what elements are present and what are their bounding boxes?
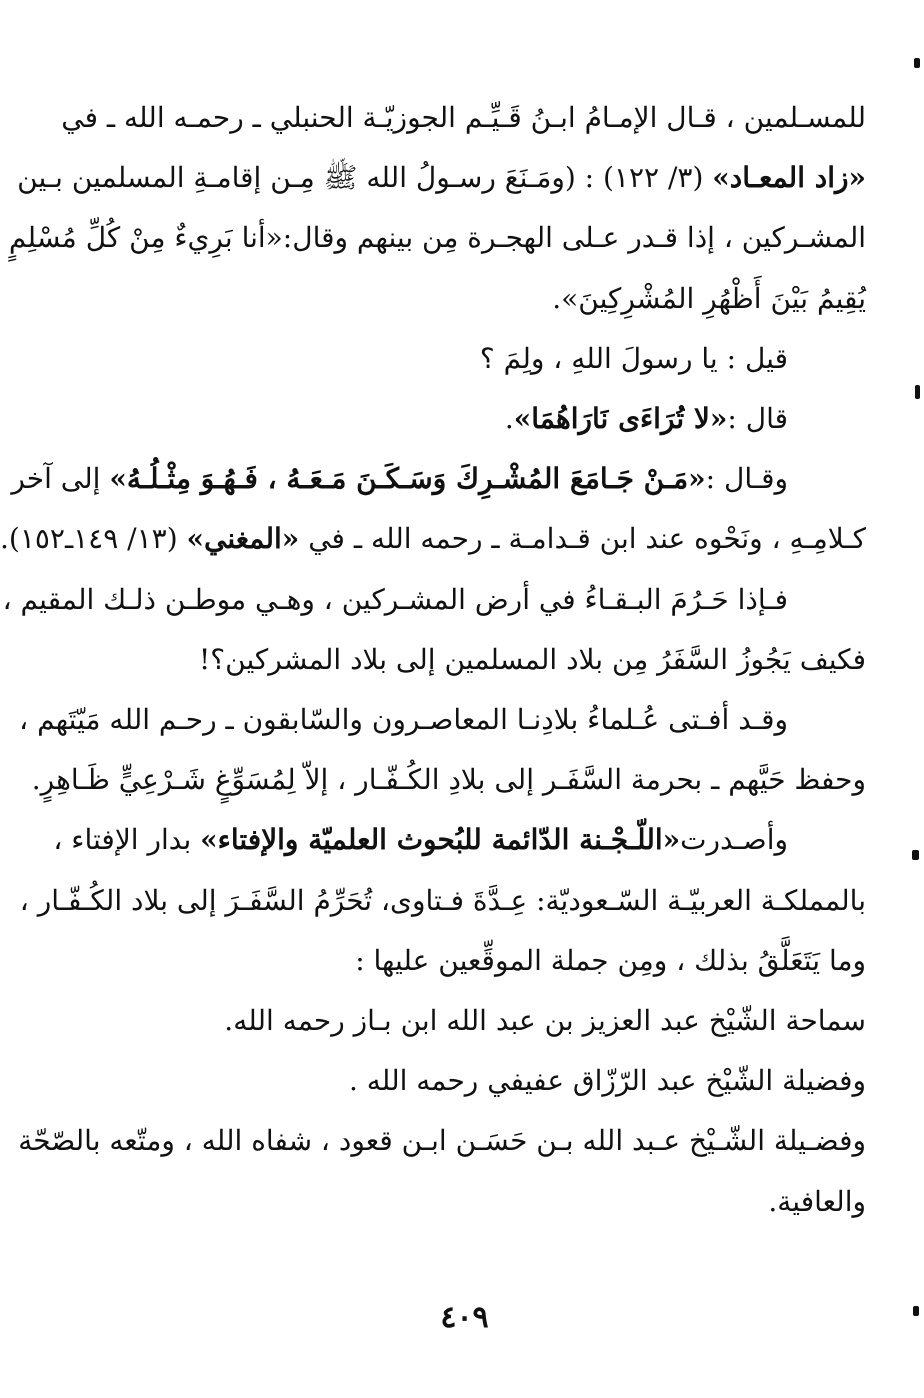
text-line: يُقِيمُ بَيْنَ أَظْهُرِ المُشْرِكِينَ».: [552, 281, 866, 315]
page-number: ٤٠٩: [440, 1300, 489, 1335]
plain-text: وقـال :: [705, 462, 788, 496]
text-line: فـإذا حَـرُمَ البـقـاءُ في أرض المشـركين ، وهـي موطـن ذلـك المقيم ،: [2, 582, 788, 616]
scan-edge-mark: [913, 1306, 919, 1316]
text-line: قيل : يا رسولَ اللهِ ، ولِمَ ؟: [479, 341, 788, 375]
text-line: [11, 462, 866, 525]
quoted-text: «لا تُرَاءَى نَارَاهُمَا»: [513, 402, 728, 435]
text-line: فكيف يَجُوزُ السَّفَرُ مِن بلاد المسلمين إلى بلاد المشركين؟!: [199, 642, 866, 676]
quoted-text: «زاد المعـاد»: [712, 161, 866, 195]
plain-text: (١٣/ ١٤٩ـ١٥٢).: [0, 522, 187, 556]
quoted-text: «مَـنْ جَـامَعَ المُشْـرِكَ وَسَـكَـنَ مَـعَـهُ ، فَـهُـوَ مِثْـلُـهُ»: [109, 462, 706, 496]
plain-text: بدار الإفتاء ،: [53, 823, 201, 857]
text-line: سماحة الشّيْخ عبد العزيز بن عبد الله ابن بـاز رحمه الله.: [224, 1004, 866, 1037]
text-line: والعافية.: [768, 1184, 866, 1218]
text-line: [67, 402, 866, 465]
quoted-text: «المغني»: [186, 522, 300, 556]
quoted-text: «اللّـجْـنة الدّائمة للبُحوث العلميّة والإفتاء»: [200, 823, 681, 857]
text-line: وفضـيلة الشّـيْخ عـبد الله بـن حَسَـن ابـن قعود ، شفاه الله ، ومتّعه بالصّحّة: [18, 1124, 866, 1158]
text-line: [0, 522, 866, 585]
scan-edge-mark: [914, 58, 920, 68]
scan-edge-mark: [912, 850, 919, 860]
plain-text: المشـركين ، إذا قـدر عـلى الهجـرة مِن بينهم وقال:«أنا بَرِيءٌ مِنْ كُلِّ مُسْلِمٍ: [8, 221, 866, 255]
text-line: للمسـلمين ، قـال الإمـامُ ابـنُ قَـيِّـم الجوزيّـة الحنبلي ـ رحمـه الله ـ في: [61, 101, 866, 134]
text-line: وحفظ حَيَّهم ـ بحرمة السَّفَـر إلى بلادِ الكُـفّـار ، إلاّ لِمُسَوِّغٍ شَـرْعِيٍّ ظَـاهِرٍ.: [31, 763, 866, 797]
text-line: [53, 823, 866, 886]
text-line: وفضيلة الشّيْخ عبد الرّزّاق عفيفي رحمه الله .: [348, 1064, 866, 1098]
plain-text: (٣/ ١٢٢) : (ومَـنَعَ رسـولُ الله ﷺ مِـن إقامـةِ المسلمين بـين: [17, 161, 713, 195]
text-line: بالمملكـة العربيّـة السّـعوديّة: عِـدَّةَ فـتاوى، تُحَرِّمُ السَّفَـرَ إلى بلاد الكُـفّـار ،: [19, 883, 866, 917]
plain-text: .: [504, 402, 514, 435]
plain-text: إلى آخر: [11, 462, 110, 496]
plain-text: وأصـدرت: [680, 823, 788, 857]
text-line: [8, 221, 866, 284]
text-line: وقـد أفـتى عُـلماءُ بلادِنـا المعاصـرون والسّابقون ـ رحـم الله مَيّتَهم ،: [19, 703, 788, 736]
scan-edge-mark: [915, 385, 920, 399]
text-line: وما يَتَعَلَّقُ بذلك ، ومِن جملة الموقِّعين عليها :: [355, 943, 866, 977]
plain-text: قال :: [727, 402, 788, 435]
plain-text: كـلامِـهِ ، ونَحْوه عند ابن قـدامـة ـ رحمه الله ـ في: [299, 522, 866, 556]
text-line: [17, 161, 866, 224]
